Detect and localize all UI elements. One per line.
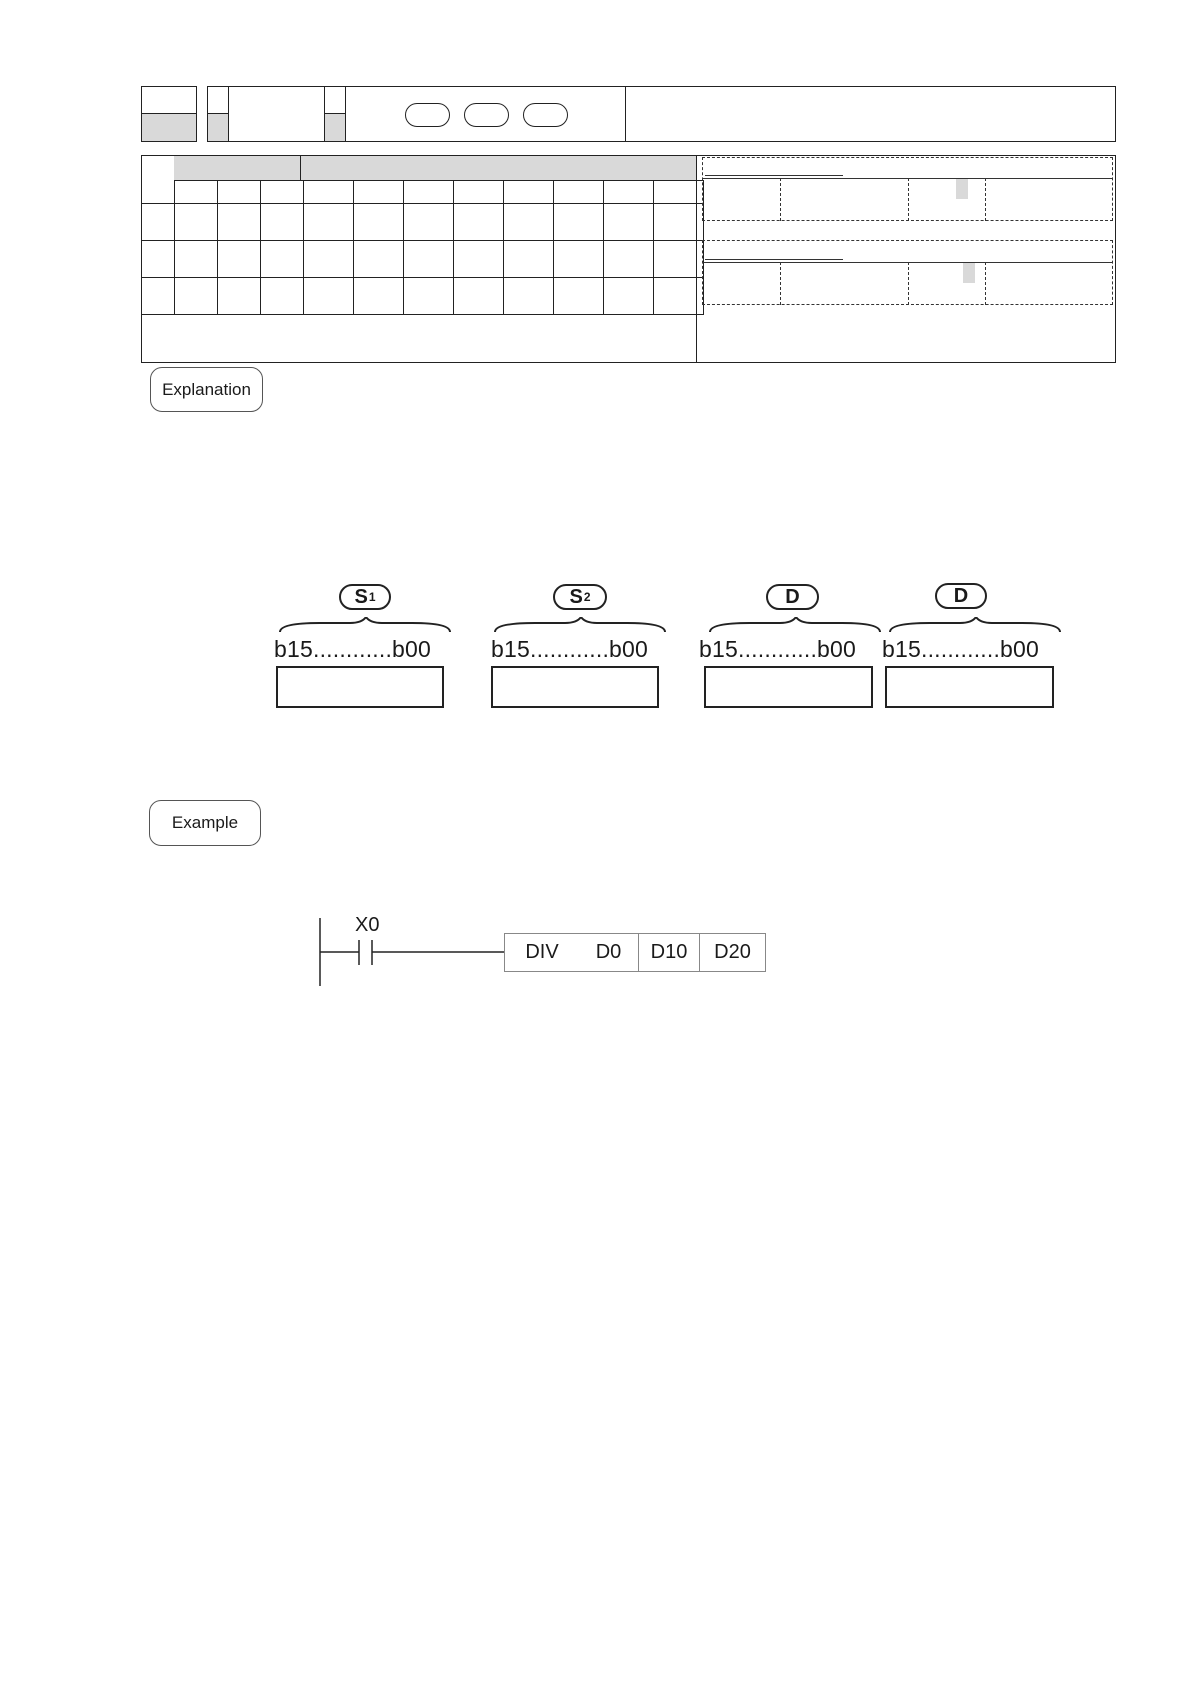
brace-s1 [280,617,450,632]
mnemonic-prefix-shade [208,113,228,141]
flag-box-upper-rule [705,175,843,176]
register-box-d-high [885,666,1054,708]
divider [908,262,909,305]
operand-d-low-label [766,584,819,610]
divider [985,178,986,221]
api-box-shade [142,113,196,141]
operand-cell-1: D0 [579,933,639,972]
explanation-button[interactable]: Explanation [150,367,263,412]
bit-range-d-high: b15............b00 [882,636,1040,662]
divider [985,262,986,305]
flag-marker-upper [956,179,968,199]
device-header-divider [300,156,301,181]
flag-marker-lower [963,263,975,283]
operand-letter: S [569,585,583,608]
operand-cell-3: D20 [700,933,766,972]
bit-range-d-low: b15............b00 [699,636,857,662]
instruction-cell: DIV [504,933,580,972]
panel-divider [696,155,697,363]
flag-box-lower-rule [705,259,843,260]
operand-pill-3 [523,103,568,127]
divider [780,262,781,305]
operand-letter: D [785,585,800,608]
register-box-s1 [276,666,444,708]
function-description-box [625,86,1116,142]
operand-pill-2 [464,103,509,127]
divider [908,178,909,221]
table-row [142,204,704,241]
operand-pill-1 [405,103,450,127]
operand-letter: D [953,584,969,607]
operand-subscript: 2 [583,590,591,604]
mnemonic-suffix-shade [325,113,345,141]
register-box-d-low [704,666,873,708]
register-box-s2 [491,666,659,708]
operand-d-high-label [935,583,987,609]
operand-s2-label [553,584,607,610]
operand-subscript: 1 [368,590,376,604]
table-row [142,241,704,278]
operand-cell-2: D10 [639,933,700,972]
brace-d-low [710,617,880,632]
operand-letter: S [354,585,368,608]
bit-range-s2: b15............b00 [491,636,649,662]
divider [780,178,781,221]
brace-d-high [890,617,1060,632]
brace-s2 [495,617,665,632]
operand-table [141,180,704,315]
example-button[interactable]: Example [149,800,261,846]
bit-range-s1: b15............b00 [274,636,432,662]
operand-braces [270,617,1070,635]
table-row [142,278,704,315]
operand-s1-label [339,584,391,610]
device-header-shade [174,156,696,181]
contact-label: X0 [355,914,380,936]
